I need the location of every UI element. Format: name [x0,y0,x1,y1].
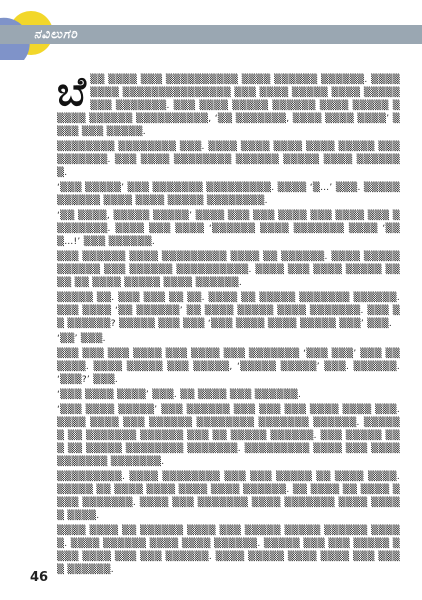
article-body [57,68,400,579]
article-paragraph-1 [57,68,400,139]
page-number: 46 [30,570,49,585]
paragraph-text: ▒▒ ▒▒▒▒ ▒▒▒ ▒▒▒▒▒▒▒▒▒▒ ▒▒▒▒ ▒▒▒▒▒▒ ▒▒▒▒▒▒. ▒▒▒▒ ▒▒▒▒ ▒▒▒▒▒▒▒▒▒▒▒▒▒▒▒ ▒▒▒ ▒▒▒▒ ▒▒▒▒▒ ▒▒▒▒ ▒▒▒▒▒▒▒▒ ▒▒▒▒▒▒▒. ▒▒▒ ▒▒▒▒ ▒▒▒▒▒ ▒▒▒▒▒▒ ▒▒▒▒ ▒▒▒▒▒ ▒▒▒▒▒ ▒▒▒▒▒▒ ▒▒▒▒▒▒▒▒▒▒, ‘▒▒ ▒▒▒▒▒▒▒, ▒▒▒▒ ▒▒▒▒ ▒▒▒▒’ ▒▒▒▒ ▒▒▒ ▒▒▒▒▒. [57,75,400,137]
article-paragraph-8: ▒▒▒ ▒▒▒ ▒▒▒ ▒▒▒▒ ▒▒▒ ▒▒▒▒ ▒▒▒ ▒▒▒▒▒▒▒ ‘▒▒▒ ▒▒▒’ ▒▒▒ ▒▒▒▒▒▒. ▒▒▒▒ ▒▒▒▒▒ ▒▒▒ ▒▒▒▒▒, ‘▒▒▒▒▒ ▒▒▒▒▒’ ▒▒▒. ▒▒▒▒▒▒. ‘▒▒▒?’ ▒▒▒. [57,349,400,385]
article-paragraph-4: ‘▒▒ ▒▒▒▒, ▒▒▒▒▒ ▒▒▒▒▒’ ▒▒▒▒ ▒▒▒ ▒▒▒ ▒▒▒▒ ▒▒▒ ▒▒▒▒ ▒▒▒ ▒▒▒▒▒▒▒▒. ▒▒▒▒ ▒▒▒ ▒▒▒▒ ‘▒▒▒▒▒▒ ▒▒▒▒ ▒▒▒▒▒▒▒ ▒▒▒▒ ‘▒▒▒…!’ ▒▒▒ ▒▒▒▒▒▒. [57,211,400,247]
article-paragraph-7: ‘▒▒’ ▒▒▒. [57,334,106,344]
article-paragraph-12: ▒▒▒▒ ▒▒▒▒ ▒▒ ▒▒▒▒▒▒ ▒▒▒▒ ▒▒▒ ▒▒▒▒▒ ▒▒▒▒▒ ▒▒▒▒▒▒ ▒▒▒▒▒. ▒▒▒▒ ▒▒▒▒▒▒ ▒▒▒▒ ▒▒▒▒ ▒▒▒▒▒▒. ▒▒▒▒▒ ▒▒▒ ▒▒▒ ▒▒▒▒▒ ▒▒▒▒ ▒▒▒▒ ▒▒▒ ▒▒▒ ▒▒▒▒▒▒. ▒▒▒▒ ▒▒▒▒▒ ▒▒▒▒ ▒▒▒▒ ▒▒▒ ▒▒▒▒ ▒▒▒▒▒▒. [57,526,400,575]
article-paragraph-6: ▒▒▒▒▒ ▒▒. ▒▒▒ ▒▒▒ ▒▒ ▒▒. ▒▒▒▒ ▒▒ ▒▒▒▒▒ ▒▒▒▒▒▒▒ ▒▒▒▒▒▒. ▒▒▒ ▒▒▒▒ ‘▒▒ ▒▒▒▒▒▒’ ▒▒ ▒▒▒▒ ▒▒▒▒▒ ▒▒▒▒ ▒▒▒▒▒▒▒. ▒▒▒ ▒▒ ▒▒▒▒▒▒? ▒▒▒▒▒ ▒▒▒ ▒▒▒ ‘▒▒▒ ▒▒▒▒ ▒▒▒▒ ▒▒▒▒▒ ▒▒▒’ ▒▒▒. [57,293,400,329]
article-paragraph-9: ‘▒▒▒ ▒▒▒▒ ▒▒▒▒’ ▒▒▒. ▒▒ ▒▒▒▒ ▒▒▒ ▒▒▒▒▒▒. [57,390,302,400]
article-paragraph-11: ▒▒▒▒▒▒▒▒▒. ▒▒▒▒ ▒▒▒▒▒▒▒▒ ▒▒▒ ▒▒▒ ▒▒▒▒▒ ▒▒ ▒▒▒▒ ▒▒▒▒. ▒▒▒▒▒ ▒▒ ▒▒▒▒ ▒▒▒▒ ▒▒▒▒ ▒▒▒▒ ▒▒▒▒▒▒. ▒▒ ▒▒▒▒ ▒▒ ▒▒▒▒ ▒▒▒▒ ▒▒▒▒▒▒▒. ▒▒▒▒ ▒▒▒ ▒▒▒▒▒▒▒ ▒▒▒▒ ▒▒▒▒▒▒▒ ▒▒▒▒ ▒▒▒▒▒ ▒▒▒▒. [57,472,400,521]
article-paragraph-5: ▒▒▒ ▒▒▒▒▒▒ ▒▒▒▒ ▒▒▒▒▒▒▒▒▒ ▒▒▒▒ ▒▒ ▒▒▒▒▒▒. ▒▒▒▒ ▒▒▒▒▒ ▒▒▒▒▒▒ ▒▒▒ ▒▒▒▒▒▒ ▒▒▒▒▒▒▒▒▒▒. ▒▒▒▒ ▒▒▒ ▒▒▒▒ ▒▒▒▒▒ ▒▒▒▒ ▒▒ ▒▒▒▒ ▒▒▒▒▒ ▒▒▒▒ ▒▒▒▒▒▒. [57,252,400,288]
article-paragraph-3: ‘▒▒▒ ▒▒▒▒▒’ ▒▒▒ ▒▒▒▒▒▒▒ ▒▒▒▒▒▒▒▒▒. ▒▒▒▒ ‘▒…’ ▒▒▒. ▒▒▒▒▒▒▒▒▒▒▒ ▒▒▒▒ ▒▒▒▒ ▒▒▒▒▒ ▒▒▒▒▒▒▒▒. [57,183,400,206]
section-title: ನವಿಲುಗರಿ [34,27,78,41]
drop-cap: ಬೆ [57,68,87,115]
article-paragraph-10: ‘▒▒▒ ▒▒▒▒ ▒▒▒▒▒’ ▒▒▒ ▒▒▒▒▒▒ ▒▒▒ ▒▒▒ ▒▒▒ ▒▒▒▒ ▒▒▒▒ ▒▒▒. ▒▒▒▒ ▒▒▒▒ ▒▒▒ ▒▒▒▒▒▒ ▒▒▒▒▒▒▒▒ ▒▒▒▒▒▒▒ ▒▒▒▒▒▒. ▒▒▒▒▒▒ ▒▒ ▒▒▒▒▒▒▒ ▒▒▒▒▒▒ ▒▒▒ ▒▒ ▒▒▒▒▒ ▒▒▒▒▒▒. ▒▒▒ ▒▒▒▒▒ ▒▒▒ ▒▒ ▒▒▒▒▒ ▒▒▒▒▒▒▒▒ ▒▒▒▒▒▒▒. ▒▒▒▒▒▒▒▒▒ ▒▒▒▒ ▒▒▒ ▒▒▒▒ ▒▒▒▒▒▒▒ ▒▒▒▒▒▒▒. [57,405,400,467]
article-paragraph-2: ▒▒▒▒▒▒▒▒ ▒▒▒▒▒▒▒▒ ▒▒▒. ▒▒▒▒ ▒▒▒▒ ▒▒▒▒ ▒▒▒▒ ▒▒▒▒▒ ▒▒▒▒▒▒▒▒▒▒. ▒▒▒ ▒▒▒▒ ▒▒▒▒▒▒▒▒ ▒▒▒▒▒▒ ▒▒▒▒▒ ▒▒▒▒ ▒▒▒▒▒▒▒. [57,142,400,178]
